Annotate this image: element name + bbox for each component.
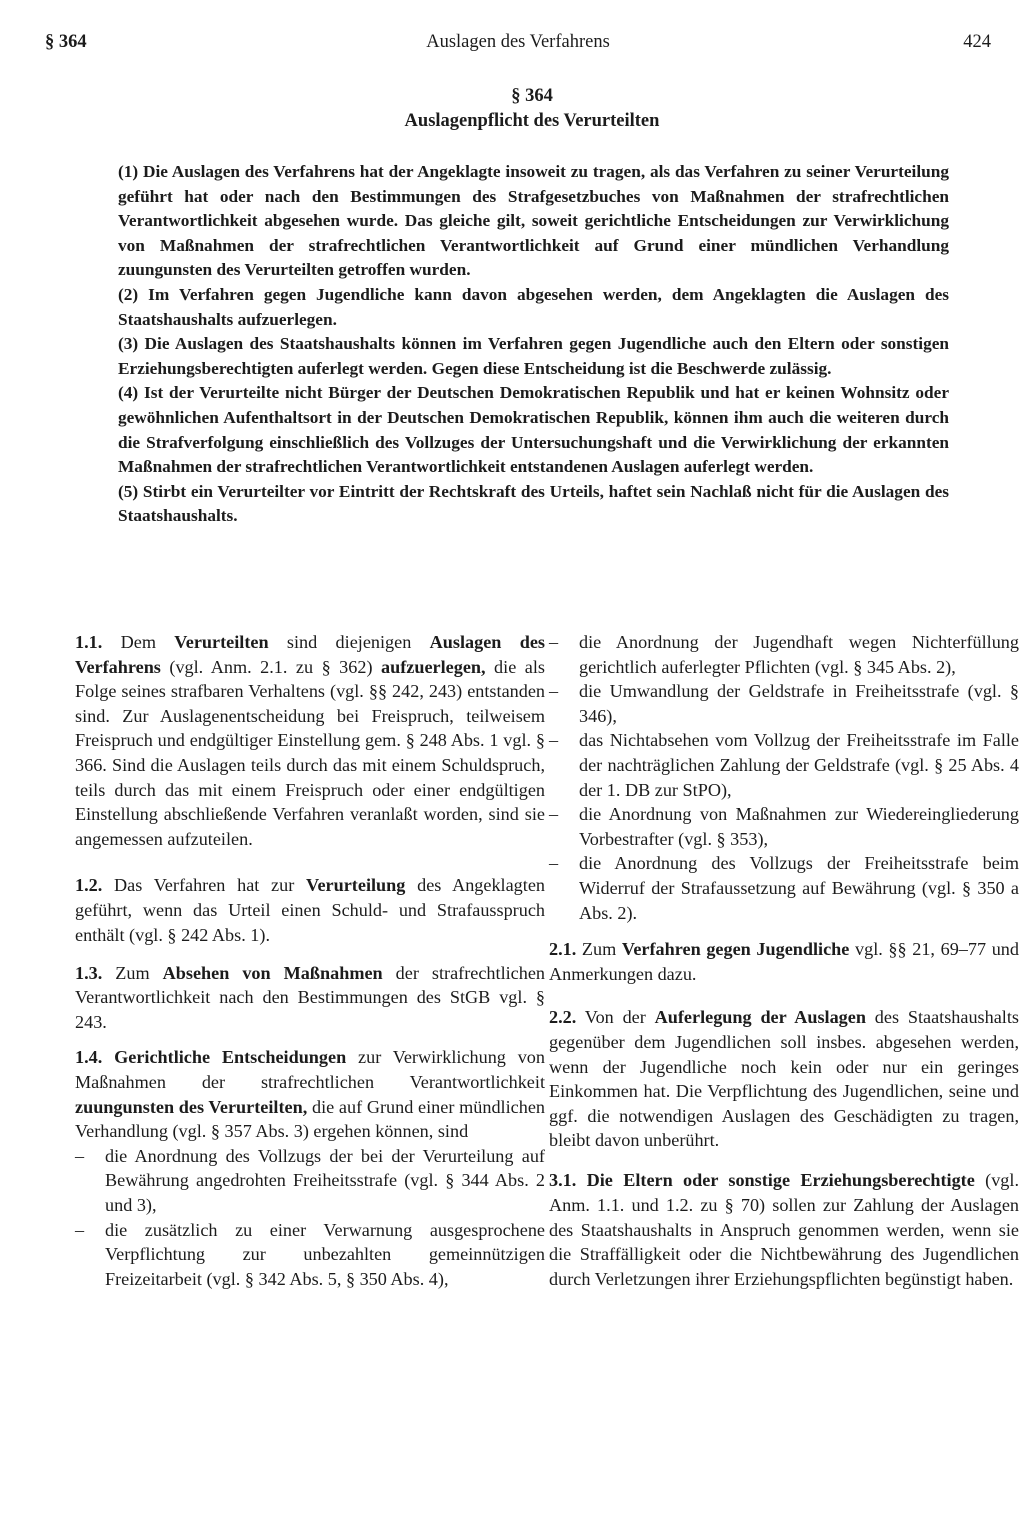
law-paragraph-5: (5) Stirbt ein Verurteilter vor Eintritt der Rechtskraft des Urteils, haftet sein Nachlaß nicht für die Auslagen des Staatshaushalts. <box>118 481 949 526</box>
annotation-1-4: 1.4. Gerichtliche Entscheidungen zur Verwirklichung von Maßnahmen der strafrechtlichen Verantwortlichkeit zuungunsten des Verurteilten, die auf Grund einer mündlichen Verhandlung (vgl. § 357 Abs. 3) ergehen können, sind <box>75 1047 545 1142</box>
annotation-number: 3.1. <box>549 1170 577 1191</box>
dash-bullet: – <box>549 681 559 702</box>
dash-bullet: – <box>75 1145 85 1166</box>
annotation-1-2: 1.2. Das Verfahren hat zur Verurteilung des Angeklagten geführt, wenn das Urteil einen Schuld- und Strafausspruch enthält (vgl. § 242 Abs. 1). <box>75 875 545 945</box>
section-title: Auslagenpflicht des Verurteilten <box>404 111 660 131</box>
page-number: 424 <box>963 32 991 52</box>
law-text <box>118 160 949 529</box>
section-number: § 364 <box>511 86 553 106</box>
list-item: – die Anordnung der Jugendhaft wegen Nichterfüllung gerichtlich auferlegter Pflichten (vgl. § 345 Abs. 2), <box>549 632 1019 677</box>
annotation-number: 1.3. <box>75 962 103 983</box>
commentary-left-column <box>75 630 545 1291</box>
annotation-number: 2.1. <box>549 939 577 960</box>
annotation-number: 1.1. <box>75 632 103 652</box>
dash-bullet: – <box>549 730 559 751</box>
list-item: – die Umwandlung der Geldstrafe in Freiheitsstrafe (vgl. § 346), <box>549 681 1019 726</box>
annotation-number: 2.2. <box>549 1007 577 1028</box>
annotation-number: 1.2. <box>75 875 103 896</box>
law-paragraph-4: (4) Ist der Verurteilte nicht Bürger der Deutschen Demokratischen Republik und hat er keinen Wohnsitz oder gewöhnlichen Aufenthaltsort in der Deutschen Demokratischen Republik, können ihm auch die weiteren durch die Strafverfolgung einschließlich des Vollzuges der Untersuchungshaft und die Verwirklichung der erkannten Maßnahmen der strafrechtlichen Verantwortlichkeit entstandenen Auslagen auferlegt werden. <box>118 383 949 477</box>
page-header <box>45 32 991 62</box>
law-paragraph-1: (1) Die Auslagen des Verfahrens hat der Angeklagte insoweit zu tragen, als das Verfahren zu seiner Verurteilung geführt hat oder nach den Bestimmungen des Strafgesetzbuches von Maßnahmen der strafrechtlichen Verantwortlichkeit abgesehen wurde. Das gleiche gilt, soweit gerichtliche Entscheidungen zur Verwirklichung von Maßnahmen der strafrechtlichen Verantwortlichkeit auf Grund einer mündlichen Verhandlung zuungunsten des Verurteilten getroffen wurden. <box>118 162 949 280</box>
list-item: – die zusätzlich zu einer Verwarnung ausgesprochene Verpflichtung zur unbezahlten gemeinnützigen Freizeitarbeit (vgl. § 342 Abs. 5, § 350 Abs. 4), <box>75 1219 545 1289</box>
annotation-1-4-list <box>75 1144 545 1292</box>
law-paragraph-2: (2) Im Verfahren gegen Jugendliche kann davon abgesehen werden, dem Angeklagten die Auslagen des Staatshaushalts aufzuerlegen. <box>118 284 949 329</box>
list-item: – das Nichtabsehen vom Vollzug der Freiheitsstrafe im Falle der nachträglichen Zahlung der Geldstrafe (vgl. § 25 Abs. 4 der 1. DB zur StPO), <box>549 730 1019 800</box>
header-section-ref: § 364 <box>45 32 87 52</box>
annotation-2-1: 2.1. Zum Verfahren gegen Jugendliche vgl. §§ 21, 69–77 und Anmerkungen dazu. <box>549 939 1019 984</box>
commentary-right-column <box>549 630 1019 1291</box>
annotation-2-2: 2.2. Von der Auferlegung der Auslagen des Staatshaushalts gegenüber dem Jugendlichen soll insbes. abgesehen werden, wenn der Jugendliche noch kein oder nur ein geringes Einkommen hat. Die Verpflichtung des Jugendlichen, seine und ggf. die notwendigen Auslagen des Geschädigten zu tragen, bleibt davon unberührt. <box>549 1007 1019 1151</box>
dash-bullet: – <box>549 853 559 874</box>
dash-bullet: – <box>549 632 559 652</box>
annotation-number: 1.4. <box>75 1047 103 1068</box>
list-item: – die Anordnung des Vollzugs der Freiheitsstrafe beim Widerruf der Strafaussetzung auf Bewährung (vgl. § 350 a Abs. 2). <box>549 853 1019 923</box>
header-title: Auslagen des Verfahrens <box>426 32 610 52</box>
annotation-1-4-list-continued <box>549 630 1019 925</box>
annotation-1-3: 1.3. Zum Absehen von Maßnahmen der strafrechtlichen Verantwortlichkeit nach den Bestimmungen des StGB vgl. § 243. <box>75 962 546 1032</box>
list-item: – die Anordnung des Vollzugs der bei der Verurteilung auf Bewährung angedrohten Freiheitsstrafe (vgl. § 344 Abs. 2 und 3), <box>75 1145 545 1215</box>
annotation-3-1: 3.1. Die Eltern oder sonstige Erziehungsberechtigte (vgl. Anm. 1.1. und 1.2. zu § 70) sollen zur Zahlung der Auslagen des Staatshaushalts in Anspruch genommen werden, wenn sie die Straffälligkeit oder die Nichtbewährung des Jugendlichen durch Verletzungen ihrer Erziehungspflichten begünstigt haben. <box>549 1170 1019 1289</box>
annotation-1-1: 1.1. Dem Verurteilten sind diejenigen Auslagen des Verfahrens (vgl. Anm. 2.1. zu § 362) aufzuerlegen, die als Folge seines strafbaren Verhaltens (vgl. §§ 242, 243) entstanden sind. Zur Auslagenentscheidung bei Freispruch, teilweisem Freispruch und endgültiger Einstellung gem. § 248 Abs. 1 vgl. § 366. Sind die Auslagen teils durch das mit einem Schuldspruch, teils durch das mit einem Freispruch oder einer endgültigen Einstellung abschließende Verfahren veranlaßt worden, sind sie angemessen aufzuteilen. <box>75 632 545 849</box>
law-paragraph-3: (3) Die Auslagen des Staatshaushalts können im Verfahren gegen Jugendliche auch den Eltern oder sonstigen Erziehungsberechtigten auferlegt werden. Gegen diese Entscheidung ist die Beschwerde zulässig. <box>118 334 949 378</box>
list-item: – die Anordnung von Maßnahmen zur Wiedereingliederung Vorbestrafter (vgl. § 353), <box>549 804 1019 849</box>
dash-bullet: – <box>75 1219 85 1240</box>
dash-bullet: – <box>549 804 559 825</box>
